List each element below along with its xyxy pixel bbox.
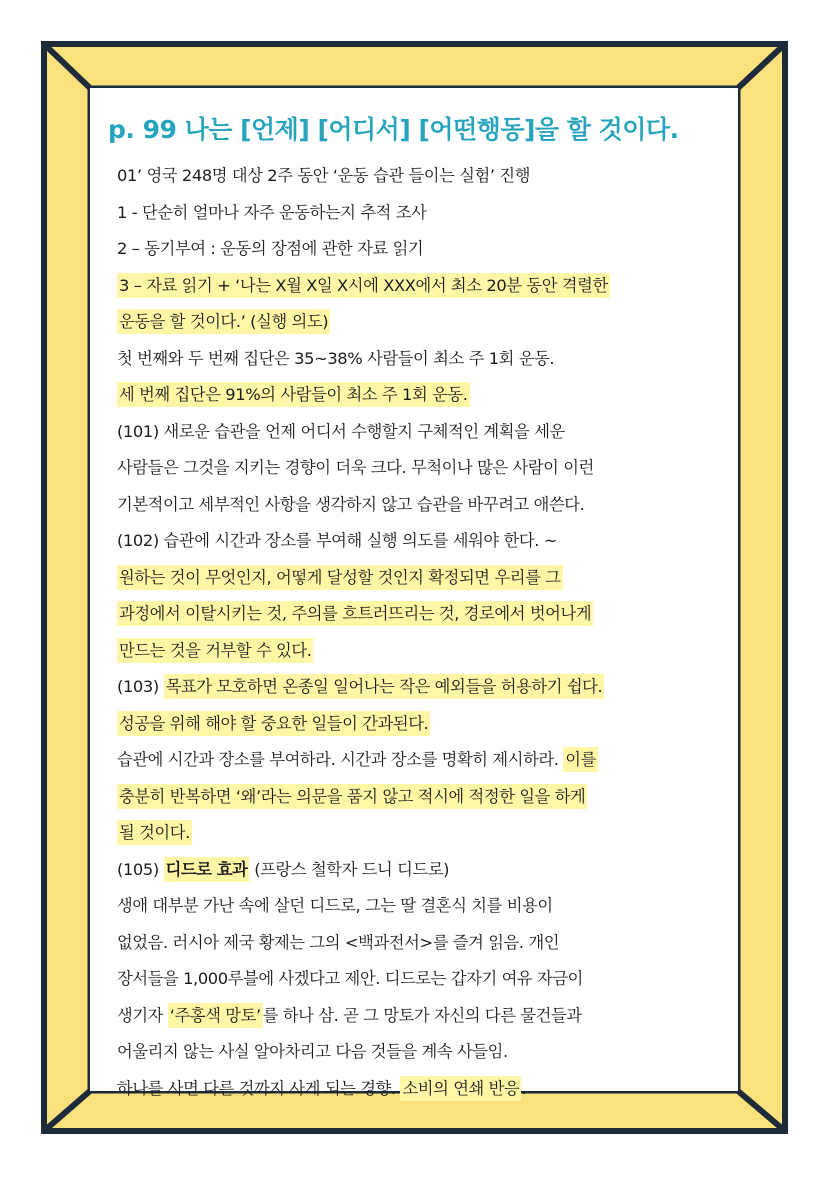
text-line [117,815,737,852]
text-line [117,852,737,889]
text-line [117,1034,737,1071]
highlighted-text: 충분히 반복하면 ‘왜’라는 의문을 품지 않고 적시에 적정한 일을 하게 [117,784,587,809]
highlighted-text: 3 – 자료 읽기 + ‘나는 X월 X일 X시에 XXX에서 최소 20분 동안 격렬한 [117,273,610,298]
line-text: 하나를 사면 다른 것까지 사게 되는 경향. [117,1078,401,1098]
line-text: 습관에 시간과 장소를 부여하라. 시간과 장소를 명확히 제시하라. [117,750,564,769]
line-text: 장서들을 1,000루블에 사겠다고 제안. 디드로는 갑자기 여유 자금이 [117,969,584,988]
text-line [117,706,737,743]
note-lines [117,158,737,1107]
text-line [117,268,737,305]
text-line [117,560,737,597]
text-line [117,195,737,232]
page-content [90,88,738,1098]
text-line [117,742,737,779]
line-text: 사람들은 그것을 지키는 경향이 더욱 크다. 무척이나 많은 사람이 이런 [117,458,594,477]
text-line [117,961,737,998]
line-text: 1 - 단순히 얼마나 자주 운동하는지 추적 조사 [117,202,427,222]
highlighted-text: 디드로 효과 [164,857,250,882]
text-line [117,1071,737,1108]
text-line [117,596,737,633]
highlighted-text: 소비의 연쇄 반응 [400,1076,521,1101]
text-line [117,925,737,962]
line-text: (105) [117,859,164,879]
text-line [117,377,737,414]
line-text: 2 – 동기부여 : 운동의 장점에 관한 자료 읽기 [117,239,424,258]
highlighted-text: ‘주홍색 망토’ [168,1003,263,1028]
text-line [117,450,737,487]
line-text: 어울리지 않는 사실 알아차리고 다음 것들을 계속 사들임. [117,1042,508,1061]
highlighted-text: 목표가 모호하면 온종일 일어나는 작은 예외들을 허용하기 쉽다. [164,674,605,699]
line-text: 생기자 [117,1005,168,1025]
text-line [117,669,737,706]
page-title: p. 99 나는 [언제] [어디서] [어떤행동]을 할 것이다. [108,115,679,144]
line-text: 없었음. 러시아 제국 황제는 그의 <백과전서>를 즐겨 읽음. 개인 [117,932,560,952]
text-line [117,523,737,560]
text-line [117,487,737,524]
line-text: (101) 새로운 습관을 언제 어디서 수행할지 구체적인 계획을 세운 [117,421,565,441]
line-text: (102) 습관에 시간과 장소를 부여해 실행 의도를 세워야 한다. ~ [117,531,557,550]
line-text: (프랑스 철학자 드니 디드로) [249,859,450,879]
highlighted-text: 성공을 위해 해야 할 중요한 일들이 간과된다. [117,711,430,736]
line-text: 01’ 영국 248명 대상 2주 동안 ‘운동 습관 들이는 실험’ 진행 [117,166,531,185]
text-line [117,888,737,925]
line-text: 생애 대부분 가난 속에 살던 디드로, 그는 딸 결혼식 치를 비용이 [117,896,553,915]
line-text: 를 하나 삼. 곧 그 망토가 자신의 다른 물건들과 [262,1005,582,1025]
line-text: 첫 번째와 두 번째 집단은 35~38% 사람들이 최소 주 1회 운동. [117,348,555,368]
highlighted-text: 될 것이다. [117,820,192,845]
text-line [117,341,737,378]
line-text: 기본적이고 세부적인 사항을 생각하지 않고 습관을 바꾸려고 애쓴다. [117,494,585,514]
line-text: (103) [117,677,164,696]
highlighted-text: 이를 [563,747,598,772]
highlighted-text: 만드는 것을 거부할 수 있다. [117,638,313,663]
highlighted-text: 운동을 할 것이다.’ (실행 의도) [117,309,330,334]
highlighted-text: 원하는 것이 무엇인지, 어떻게 달성할 것인지 확정되면 우리를 그 [117,565,563,590]
highlighted-text: 과정에서 이탈시키는 것, 주의를 흐트러뜨리는 것, 경로에서 벗어나게 [117,601,593,626]
text-line [117,779,737,816]
text-line [117,304,737,341]
text-line [117,158,737,195]
text-line [117,998,737,1035]
highlighted-text: 세 번째 집단은 91%의 사람들이 최소 주 1회 운동. [117,382,470,407]
line-text: . [521,1078,527,1098]
text-line [117,231,737,268]
text-line [117,633,737,670]
text-line [117,414,737,451]
